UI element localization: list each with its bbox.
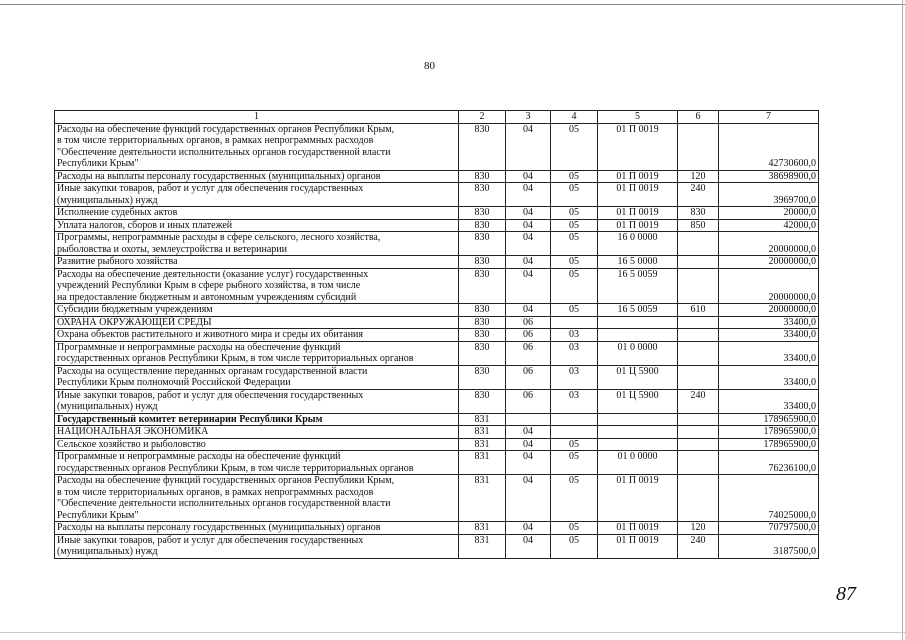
target-item-cell: 01 0 0000: [598, 341, 678, 365]
table-row: [55, 232, 819, 256]
amount-cell: 33400,0: [719, 341, 819, 365]
amount-cell: 20000000,0: [719, 304, 819, 317]
expense-name-cell: Развитие рыбного хозяйства: [55, 256, 459, 269]
subsection-cell: 05: [551, 451, 598, 475]
amount-cell: 74025000,0: [719, 475, 819, 522]
section-cell: 04: [506, 256, 551, 269]
header-cell: 1: [55, 111, 459, 124]
expense-type-cell: [678, 329, 719, 342]
admin-code-cell: 831: [459, 522, 506, 535]
table-row: [55, 451, 819, 475]
amount-cell: 33400,0: [719, 329, 819, 342]
admin-code-cell: 831: [459, 438, 506, 451]
expense-type-cell: [678, 365, 719, 389]
target-item-cell: 01 П 0019: [598, 170, 678, 183]
expense-type-cell: [678, 438, 719, 451]
expense-type-cell: [678, 341, 719, 365]
section-cell: 04: [506, 475, 551, 522]
target-item-cell: 01 П 0019: [598, 123, 678, 170]
target-item-cell: 16 5 0059: [598, 304, 678, 317]
table-row: [55, 522, 819, 535]
expense-type-cell: [678, 232, 719, 256]
header-cell: 5: [598, 111, 678, 124]
table-row: [55, 304, 819, 317]
amount-cell: 178965900,0: [719, 438, 819, 451]
section-cell: 04: [506, 451, 551, 475]
table-header-row: [55, 111, 819, 124]
section-cell: 06: [506, 389, 551, 413]
amount-cell: 76236100,0: [719, 451, 819, 475]
expense-type-cell: 830: [678, 207, 719, 220]
expense-name-cell: Иные закупки товаров, работ и услуг для обеспечения государственных (муниципальных) нужд: [55, 389, 459, 413]
admin-code-cell: 831: [459, 475, 506, 522]
expense-type-cell: [678, 268, 719, 304]
section-cell: 04: [506, 268, 551, 304]
admin-code-cell: 830: [459, 170, 506, 183]
target-item-cell: 01 Ц 5900: [598, 365, 678, 389]
target-item-cell: 01 П 0019: [598, 219, 678, 232]
subsection-cell: 03: [551, 365, 598, 389]
table-row: [55, 268, 819, 304]
expense-name-cell: Расходы на обеспечение деятельности (оказание услуг) государственных учреждений Республики Крым в сфере рыбного хозяйства, в том числе на предоставление бюджетным и автономным учреждениям субсидий: [55, 268, 459, 304]
budget-table: [54, 110, 819, 559]
expense-type-cell: [678, 256, 719, 269]
target-item-cell: 01 П 0019: [598, 183, 678, 207]
subsection-cell: 05: [551, 304, 598, 317]
expense-name-cell: Охрана объектов растительного и животного мира и среды их обитания: [55, 329, 459, 342]
expense-name-cell: Государственный комитет ветеринарии Республики Крым: [55, 413, 459, 426]
expense-name-cell: НАЦИОНАЛЬНАЯ ЭКОНОМИКА: [55, 426, 459, 439]
target-item-cell: [598, 316, 678, 329]
amount-cell: 20000000,0: [719, 268, 819, 304]
subsection-cell: 05: [551, 475, 598, 522]
section-cell: 04: [506, 304, 551, 317]
admin-code-cell: 830: [459, 183, 506, 207]
table-row: [55, 475, 819, 522]
expense-type-cell: [678, 413, 719, 426]
table-row: [55, 219, 819, 232]
target-item-cell: 16 5 0000: [598, 256, 678, 269]
section-cell: 04: [506, 219, 551, 232]
subsection-cell: 05: [551, 123, 598, 170]
header-cell: 2: [459, 111, 506, 124]
admin-code-cell: 830: [459, 256, 506, 269]
expense-name-cell: Сельское хозяйство и рыболовство: [55, 438, 459, 451]
table-row: [55, 256, 819, 269]
header-cell: 6: [678, 111, 719, 124]
subsection-cell: 05: [551, 268, 598, 304]
admin-code-cell: 830: [459, 329, 506, 342]
admin-code-cell: 830: [459, 207, 506, 220]
subsection-cell: 05: [551, 534, 598, 558]
table-row: [55, 365, 819, 389]
section-cell: 04: [506, 426, 551, 439]
section-cell: 04: [506, 123, 551, 170]
expense-name-cell: Уплата налогов, сборов и иных платежей: [55, 219, 459, 232]
amount-cell: 178965900,0: [719, 426, 819, 439]
admin-code-cell: 830: [459, 304, 506, 317]
admin-code-cell: 830: [459, 365, 506, 389]
expense-type-cell: [678, 426, 719, 439]
admin-code-cell: 830: [459, 316, 506, 329]
amount-cell: 42000,0: [719, 219, 819, 232]
section-cell: 04: [506, 534, 551, 558]
target-item-cell: 16 0 0000: [598, 232, 678, 256]
table-row: [55, 170, 819, 183]
target-item-cell: 01 П 0019: [598, 534, 678, 558]
expense-name-cell: Исполнение судебных актов: [55, 207, 459, 220]
expense-name-cell: Расходы на осуществление переданных органам государственной власти Республики Крым полномочий Российской Федерации: [55, 365, 459, 389]
subsection-cell: 05: [551, 170, 598, 183]
scan-top-border: [0, 4, 905, 5]
table-row: [55, 534, 819, 558]
expense-name-cell: Расходы на выплаты персоналу государственных (муниципальных) органов: [55, 522, 459, 535]
expense-type-cell: [678, 451, 719, 475]
table-row: [55, 329, 819, 342]
expense-name-cell: Иные закупки товаров, работ и услуг для обеспечения государственных (муниципальных) нужд: [55, 534, 459, 558]
subsection-cell: 05: [551, 256, 598, 269]
amount-cell: 20000000,0: [719, 232, 819, 256]
amount-cell: 33400,0: [719, 316, 819, 329]
handwritten-page-note: 87: [836, 583, 856, 605]
subsection-cell: 05: [551, 232, 598, 256]
page-number: 80: [424, 60, 435, 72]
admin-code-cell: 830: [459, 268, 506, 304]
expense-type-cell: 120: [678, 522, 719, 535]
expense-type-cell: 240: [678, 389, 719, 413]
table-row: [55, 123, 819, 170]
expense-type-cell: 610: [678, 304, 719, 317]
expense-name-cell: Иные закупки товаров, работ и услуг для обеспечения государственных (муниципальных) нужд: [55, 183, 459, 207]
target-item-cell: 01 0 0000: [598, 451, 678, 475]
amount-cell: 3187500,0: [719, 534, 819, 558]
amount-cell: 178965900,0: [719, 413, 819, 426]
section-cell: 04: [506, 207, 551, 220]
amount-cell: 38698900,0: [719, 170, 819, 183]
admin-code-cell: 830: [459, 389, 506, 413]
amount-cell: 33400,0: [719, 365, 819, 389]
target-item-cell: 16 5 0059: [598, 268, 678, 304]
admin-code-cell: 830: [459, 219, 506, 232]
admin-code-cell: 830: [459, 123, 506, 170]
budget-table-body: [55, 111, 819, 559]
target-item-cell: 01 П 0019: [598, 522, 678, 535]
section-cell: 06: [506, 316, 551, 329]
section-cell: 04: [506, 438, 551, 451]
section-cell: 06: [506, 365, 551, 389]
table-row: [55, 389, 819, 413]
admin-code-cell: 831: [459, 426, 506, 439]
table-row: [55, 341, 819, 365]
target-item-cell: 01 Ц 5900: [598, 389, 678, 413]
admin-code-cell: 830: [459, 341, 506, 365]
subsection-cell: [551, 426, 598, 439]
admin-code-cell: 831: [459, 413, 506, 426]
expense-type-cell: 240: [678, 534, 719, 558]
target-item-cell: 01 П 0019: [598, 207, 678, 220]
subsection-cell: [551, 413, 598, 426]
expense-type-cell: [678, 123, 719, 170]
expense-type-cell: [678, 316, 719, 329]
target-item-cell: [598, 413, 678, 426]
scan-bottom-border: [0, 632, 905, 633]
table-row: [55, 413, 819, 426]
amount-cell: 20000000,0: [719, 256, 819, 269]
target-item-cell: [598, 438, 678, 451]
expense-name-cell: Программные и непрограммные расходы на обеспечение функций государственных органов Республики Крым, в том числе территориальных органов: [55, 451, 459, 475]
expense-name-cell: Расходы на обеспечение функций государственных органов Республики Крым, в том числе территориальных органов, в рамках непрограммных расходов "Обеспечение деятельности исполнительных органов государственной власти Республики Крым": [55, 475, 459, 522]
subsection-cell: 03: [551, 341, 598, 365]
subsection-cell: 05: [551, 183, 598, 207]
expense-name-cell: Расходы на обеспечение функций государственных органов Республики Крым, в том числе территориальных органов, в рамках непрограммных расходов "Обеспечение деятельности исполнительных органов государственной власти Республики Крым": [55, 123, 459, 170]
amount-cell: 42730600,0: [719, 123, 819, 170]
section-cell: 06: [506, 329, 551, 342]
expense-type-cell: 120: [678, 170, 719, 183]
subsection-cell: [551, 316, 598, 329]
table-row: [55, 426, 819, 439]
amount-cell: 70797500,0: [719, 522, 819, 535]
expense-name-cell: Программные и непрограммные расходы на обеспечение функций государственных органов Республики Крым, в том числе территориальных органов: [55, 341, 459, 365]
expense-type-cell: 850: [678, 219, 719, 232]
target-item-cell: [598, 426, 678, 439]
expense-type-cell: 240: [678, 183, 719, 207]
header-cell: 4: [551, 111, 598, 124]
subsection-cell: 05: [551, 207, 598, 220]
table-row: [55, 183, 819, 207]
admin-code-cell: 830: [459, 232, 506, 256]
amount-cell: 3969700,0: [719, 183, 819, 207]
subsection-cell: 05: [551, 438, 598, 451]
expense-type-cell: [678, 475, 719, 522]
section-cell: 04: [506, 170, 551, 183]
section-cell: [506, 413, 551, 426]
table-row: [55, 207, 819, 220]
table-row: [55, 438, 819, 451]
expense-name-cell: Программы, непрограммные расходы в сфере сельского, лесного хозяйства, рыболовства и охоты, землеустройства и ветеринарии: [55, 232, 459, 256]
subsection-cell: 05: [551, 522, 598, 535]
admin-code-cell: 831: [459, 534, 506, 558]
amount-cell: 33400,0: [719, 389, 819, 413]
scan-right-border: [902, 0, 903, 640]
expense-name-cell: Расходы на выплаты персоналу государственных (муниципальных) органов: [55, 170, 459, 183]
target-item-cell: 01 П 0019: [598, 475, 678, 522]
subsection-cell: 05: [551, 219, 598, 232]
header-cell: 3: [506, 111, 551, 124]
subsection-cell: 03: [551, 389, 598, 413]
subsection-cell: 03: [551, 329, 598, 342]
expense-name-cell: ОХРАНА ОКРУЖАЮЩЕЙ СРЕДЫ: [55, 316, 459, 329]
section-cell: 06: [506, 341, 551, 365]
target-item-cell: [598, 329, 678, 342]
section-cell: 04: [506, 522, 551, 535]
admin-code-cell: 831: [459, 451, 506, 475]
table-row: [55, 316, 819, 329]
header-cell: 7: [719, 111, 819, 124]
section-cell: 04: [506, 232, 551, 256]
section-cell: 04: [506, 183, 551, 207]
expense-name-cell: Субсидии бюджетным учреждениям: [55, 304, 459, 317]
amount-cell: 20000,0: [719, 207, 819, 220]
